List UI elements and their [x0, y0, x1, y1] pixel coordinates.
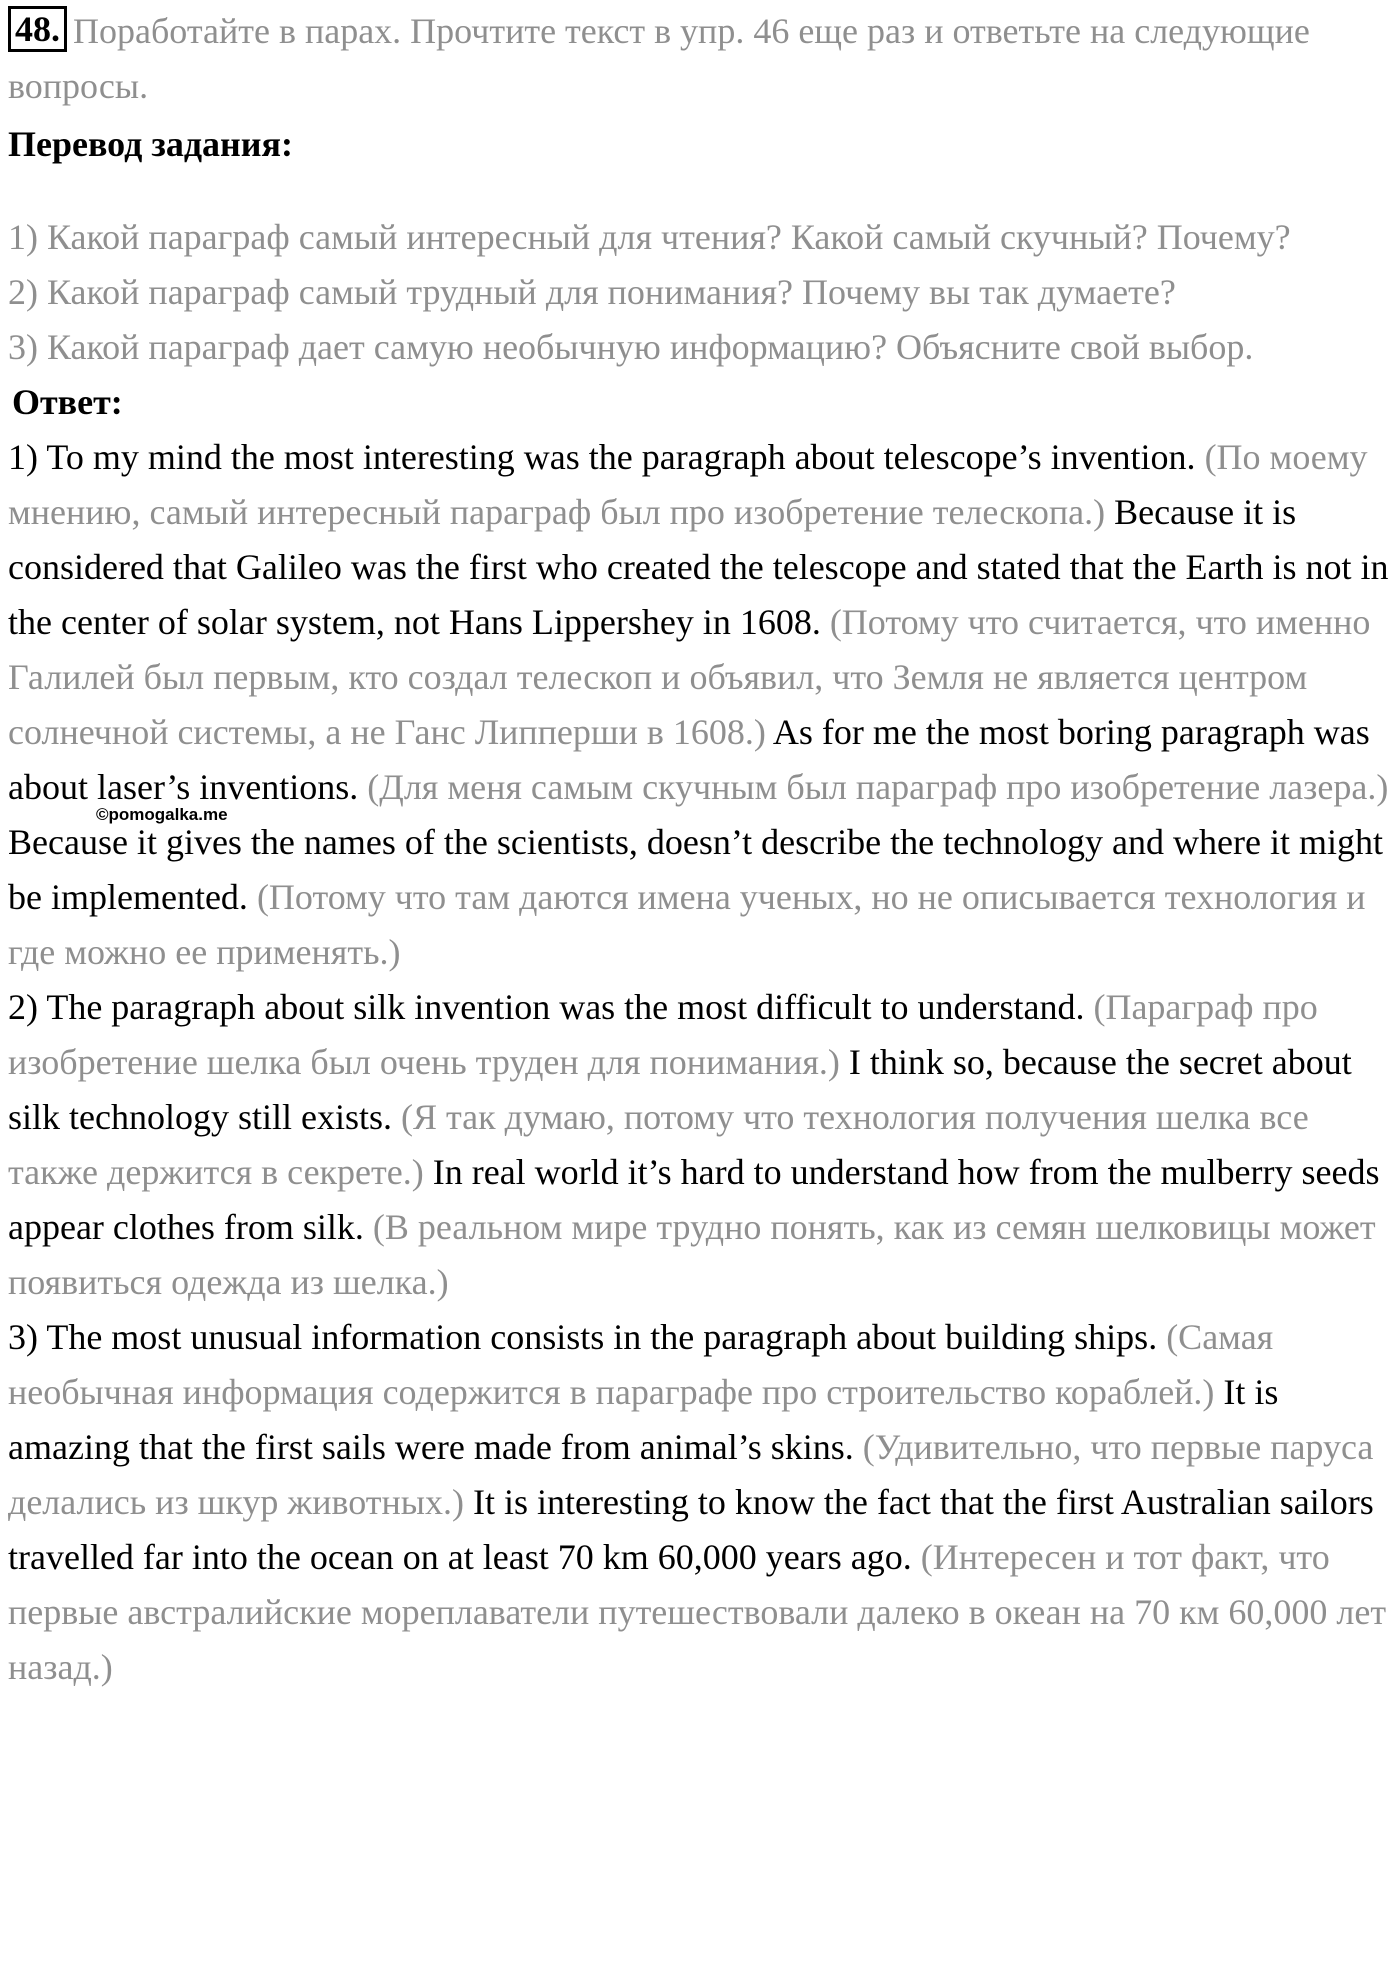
answer-translation-segment: (Для меня самым скучным был параграф про изобретение лазера.): [367, 767, 1389, 807]
answer-translation-segment: (В реальном мире трудно понять, как из семян шелковицы может появиться одежда из шелка.): [8, 1207, 1376, 1302]
answer-heading: Ответ:: [12, 382, 123, 422]
answer-translation-segment: (Самая необычная информация содержится в параграфе про строительство кораблей.): [8, 1317, 1274, 1412]
question-3: 3) Какой параграф дает самую необычную информацию? Объясните свой выбор.: [8, 327, 1254, 367]
question-1: 1) Какой параграф самый интересный для чтения? Какой самый скучный? Почему?: [8, 217, 1291, 257]
question-list: [8, 210, 1394, 375]
answer-translation-segment: (Параграф про изобретение шелка был очень труден для понимания.): [8, 987, 1318, 1082]
task-number: 48.: [8, 6, 67, 52]
answer-english-segment: 3) The most unusual information consists in the paragraph about building ships.: [8, 1317, 1158, 1357]
answer-english-segment: In real world it’s hard to understand how from the mulberry seeds appear clothes from silk.: [8, 1152, 1380, 1247]
answer-english-segment: Because it gives the names of the scientists, doesn’t describe the technology and where it might be implemented.: [8, 822, 1383, 917]
answer-english-segment: 1) To my mind the most interesting was the paragraph about telescope’s invention.: [8, 437, 1196, 477]
answer-1: [8, 430, 1394, 980]
answer-list: [8, 430, 1394, 1695]
answer-translation-segment: (Удивительно, что первые паруса делались из шкур животных.): [8, 1427, 1374, 1522]
answer-translation-segment: (Потому что считается, что именно Галилей был первым, кто создал телескоп и объявил, что Земля не является центром солнечной системы, а не Ганс Липперши в 1608.): [8, 602, 1371, 752]
answer-translation-segment: (Потому что там даются имена ученых, но не описывается технология и где можно ее применять.): [8, 877, 1366, 972]
question-2: 2) Какой параграф самый трудный для понимания? Почему вы так думаете?: [8, 272, 1176, 312]
answer-english-segment: Because it is considered that Galileo was the first who created the telescope and stated that the Earth is not in the center of solar system, not Hans Lippershey in 1608.: [8, 492, 1389, 642]
answer-translation-segment: (По моему мнению, самый интересный параграф был про изобретение телескопа.): [8, 437, 1368, 532]
translation-heading: Перевод задания:: [8, 124, 293, 164]
answer-english-segment: It is interesting to know the fact that the first Australian sailors travelled far into the ocean on at least 70 km 60,000 years ago.: [8, 1482, 1374, 1577]
task-header: [8, 4, 1394, 114]
answer-english-segment: As for me the most boring paragraph was about laser’s inventions.: [8, 712, 1370, 807]
answer-translation-segment: (Я так думаю, потому что технология получения шелка все также держится в секрете.): [8, 1097, 1309, 1192]
answer-english-segment: It is amazing that the first sails were made from animal’s skins.: [8, 1372, 1279, 1467]
task-instruction: Поработайте в парах. Прочтите текст в упр. 46 еще раз и ответьте на следующие вопросы.: [8, 11, 1310, 106]
answer-english-segment: I think so, because the secret about silk technology still exists.: [8, 1042, 1352, 1137]
answer-2: [8, 980, 1394, 1310]
answer-english-segment: 2) The paragraph about silk invention was the most difficult to understand.: [8, 987, 1085, 1027]
answer-translation-segment: (Интересен и тот факт, что первые австралийские мореплаватели путешествовали далеко в океан на 70 км 60,000 лет назад.): [8, 1537, 1387, 1687]
watermark: ©pomogalka.me: [96, 805, 228, 824]
answer-3: [8, 1310, 1394, 1695]
